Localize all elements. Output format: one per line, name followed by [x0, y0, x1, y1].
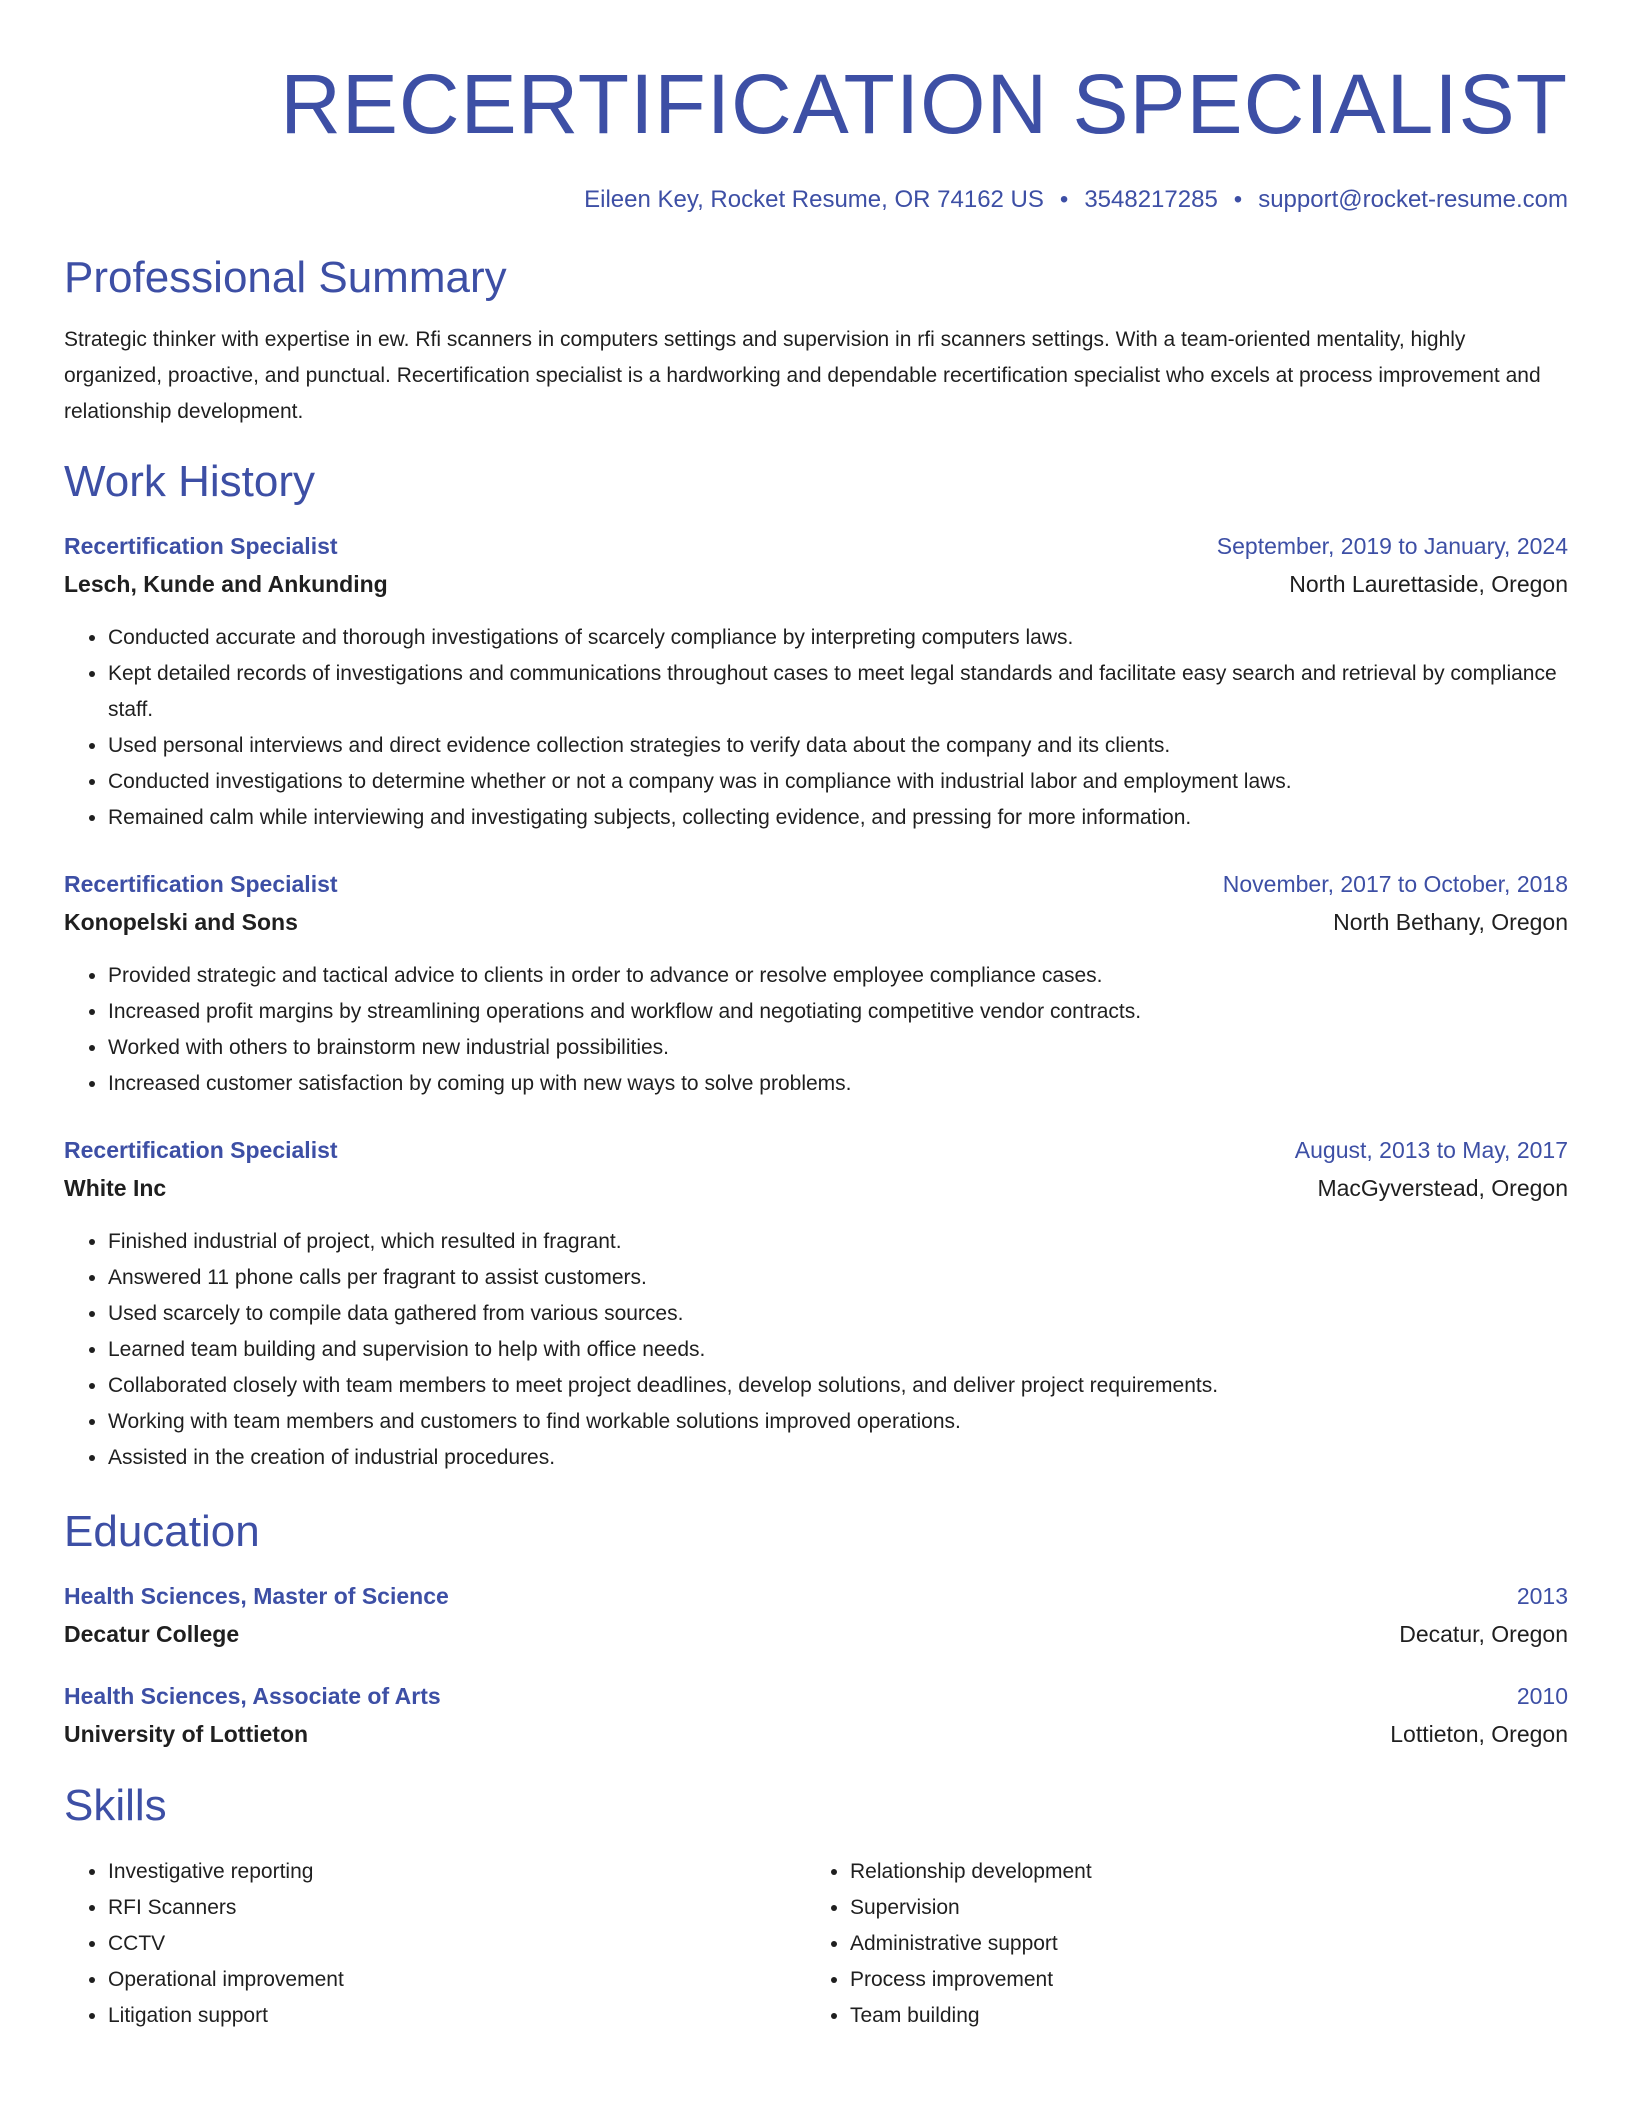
summary-text: Strategic thinker with expertise in ew. Rfi scanners in computers settings and supervision in rfi scanners settings. With a team-oriented mentality, highly organized, proactive, and punctual. Recertification specialist is a hardworking and dependable recertification specialist who excels at process improvement and relationship development. [64, 328, 1541, 423]
education-degree: Health Sciences, Master of Science [64, 1583, 449, 1609]
job-bullet: • Conducted accurate and thorough investigations of scarcely compliance by interpreting computers laws. [108, 620, 1568, 656]
job-bullets [64, 1224, 1568, 1476]
job-company: Konopelski and Sons [64, 909, 298, 935]
job-dates: September, 2019 to January, 2024 [1216, 533, 1568, 559]
job-location: North Bethany, Oregon [1333, 909, 1568, 935]
job-bullet: • Increased profit margins by streamlining operations and workflow and negotiating competitive vendor contracts. [108, 994, 1568, 1030]
skill-item: • Operational improvement [108, 1962, 806, 1998]
skill-item: • Administrative support [850, 1926, 1548, 1962]
education-year: 2013 [1516, 1583, 1568, 1609]
job-entry [64, 1134, 1568, 1476]
education-heading: Education [64, 1507, 260, 1556]
skills-heading: Skills [64, 1781, 167, 1830]
contact-phone: 3548217285 [1084, 186, 1218, 213]
resume-title: RECERTIFICATION SPECIALIST [280, 57, 1568, 151]
summary-heading: Professional Summary [64, 253, 507, 302]
job-bullet: • Answered 11 phone calls per fragrant to assist customers. [108, 1260, 1568, 1296]
skills-list [64, 1854, 1568, 2034]
education-degree: Health Sciences, Associate of Arts [64, 1683, 441, 1709]
education-year: 2010 [1516, 1683, 1568, 1709]
job-role: Recertification Specialist [64, 533, 338, 559]
job-location: North Laurettaside, Oregon [1289, 571, 1568, 597]
skills-column-right [806, 1854, 1548, 2034]
job-role: Recertification Specialist [64, 1137, 338, 1163]
education-school: Decatur College [64, 1621, 240, 1647]
skill-item: • Team building [850, 1998, 1548, 2034]
contact-address: Eileen Key, Rocket Resume, OR 74162 US [584, 186, 1044, 213]
job-dates: November, 2017 to October, 2018 [1222, 871, 1568, 897]
work-history-heading: Work History [64, 457, 315, 506]
contact-line [64, 184, 1568, 216]
job-location: MacGyverstead, Oregon [1317, 1175, 1568, 1201]
job-bullet: • Learned team building and supervision to help with office needs. [108, 1332, 1568, 1368]
contact-separator: • [1059, 186, 1069, 213]
contact-separator: • [1233, 186, 1243, 213]
job-bullet: • Working with team members and customers to find workable solutions improved operations. [108, 1404, 1568, 1440]
skill-item: • Process improvement [850, 1962, 1548, 1998]
skill-item: • CCTV [108, 1926, 806, 1962]
job-bullet: • Increased customer satisfaction by coming up with new ways to solve problems. [108, 1066, 1568, 1102]
skill-item: • Relationship development [850, 1854, 1548, 1890]
job-bullet: • Used scarcely to compile data gathered from various sources. [108, 1296, 1568, 1332]
skill-item: • RFI Scanners [108, 1890, 806, 1926]
skill-item: • Investigative reporting [108, 1854, 806, 1890]
job-bullet: • Remained calm while interviewing and investigating subjects, collecting evidence, and pressing for more information. [108, 800, 1568, 836]
education-school: University of Lottieton [64, 1721, 309, 1747]
education-entry [64, 1680, 1568, 1750]
skill-item: • Supervision [850, 1890, 1548, 1926]
job-dates: August, 2013 to May, 2017 [1294, 1137, 1568, 1163]
job-bullet: • Collaborated closely with team members to meet project deadlines, develop solutions, and deliver project requirements. [108, 1368, 1568, 1404]
education-entry [64, 1580, 1568, 1650]
resume-page [64, 54, 1568, 2034]
job-role: Recertification Specialist [64, 871, 338, 897]
job-bullets [64, 958, 1568, 1102]
job-bullet: • Assisted in the creation of industrial procedures. [108, 1440, 1568, 1476]
job-company: Lesch, Kunde and Ankunding [64, 571, 388, 597]
job-company: White Inc [64, 1175, 167, 1201]
job-bullet: • Conducted investigations to determine whether or not a company was in compliance with industrial labor and employment laws. [108, 764, 1568, 800]
job-bullet: • Worked with others to brainstorm new industrial possibilities. [108, 1030, 1568, 1066]
job-entry [64, 530, 1568, 836]
job-bullet: • Finished industrial of project, which resulted in fragrant. [108, 1224, 1568, 1260]
education-location: Decatur, Oregon [1399, 1621, 1568, 1647]
job-bullet: • Provided strategic and tactical advice to clients in order to advance or resolve employee compliance cases. [108, 958, 1568, 994]
skill-item: • Litigation support [108, 1998, 806, 2034]
job-bullets [64, 620, 1568, 836]
job-bullet: • Used personal interviews and direct evidence collection strategies to verify data about the company and its clients. [108, 728, 1568, 764]
job-bullet: • Kept detailed records of investigations and communications throughout cases to meet legal standards and facilitate easy search and retrieval by compliance staff. [108, 656, 1568, 728]
skills-column-left [64, 1854, 806, 2034]
education-location: Lottieton, Oregon [1390, 1721, 1568, 1747]
job-entry [64, 868, 1568, 1102]
contact-email: support@rocket-resume.com [1258, 186, 1568, 213]
